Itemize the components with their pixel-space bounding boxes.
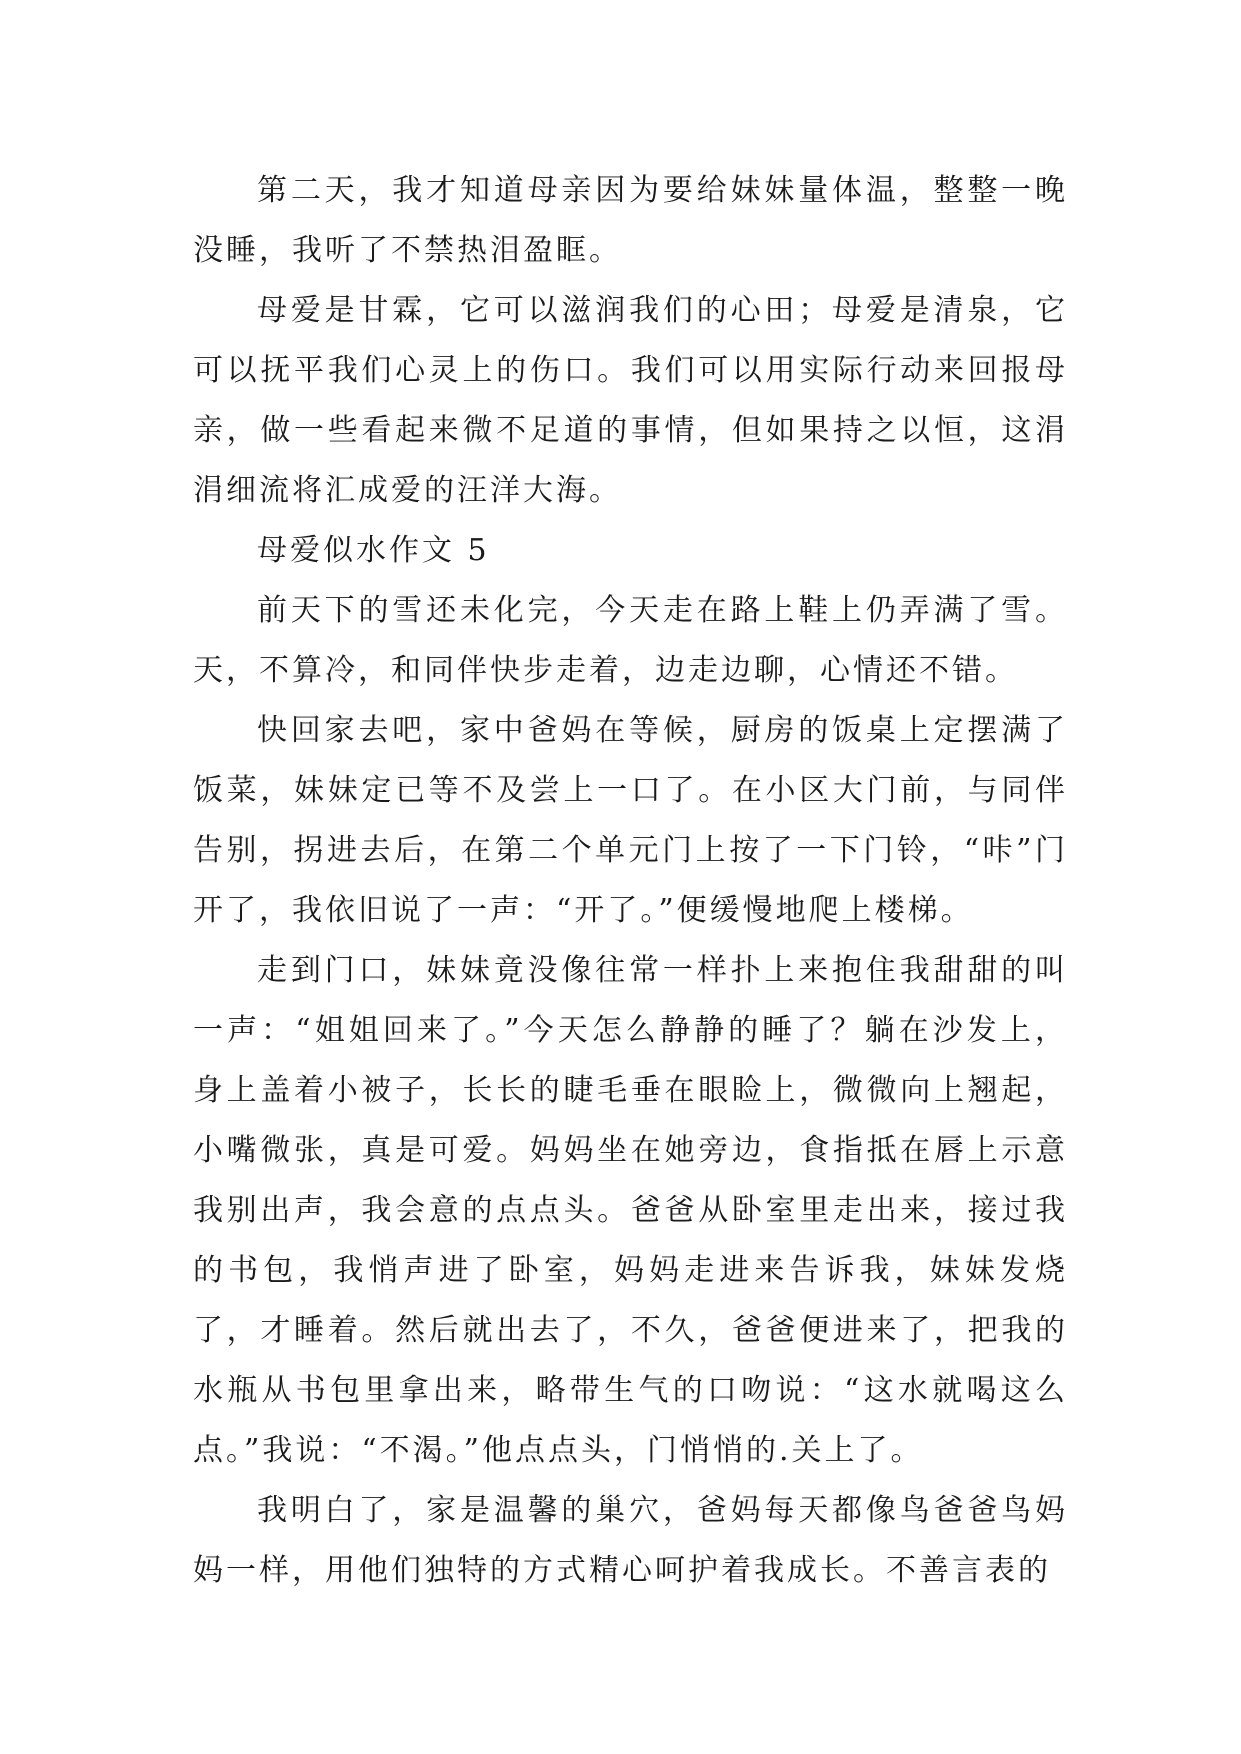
paragraph-1: 第二天，我才知道母亲因为要给妹妹量体温，整整一晚没睡，我听了不禁热泪盈眶。	[193, 173, 1068, 268]
paragraph-2: 母爱是甘霖，它可以滋润我们的心田；母爱是清泉，它可以抚平我们心灵上的伤口。我们可以用实际行动来回报母亲，做一些看起来微不足道的事情，但如果持之以恒，这涓涓细流将汇成爱的汪洋大海。	[193, 293, 1068, 508]
document-body	[193, 161, 1068, 1601]
paragraph-5: 走到门口，妹妹竟没像往常一样扑上来抱住我甜甜的叫一声：“姐姐回来了。”今天怎么静静的睡了？躺在沙发上，身上盖着小被子，长长的睫毛垂在眼睑上，微微向上翘起，小嘴微张，真是可爱。妈妈坐在她旁边，食指抵在唇上示意我别出声，我会意的点点头。爸爸从卧室里走出来，接过我的书包，我悄声进了卧室，妈妈走进来告诉我，妹妹发烧了，才睡着。然后就出去了，不久，爸爸便进来了，把我的水瓶从书包里拿出来，略带生气的口吻说：“这水就喝这么点。”我说：“不渴。”他点点头，门悄悄的.关上了。	[193, 953, 1068, 1468]
paragraph-6: 我明白了，家是温馨的巢穴，爸妈每天都像鸟爸爸鸟妈妈一样，用他们独特的方式精心呵护着我成长。不善言表的	[193, 1493, 1068, 1588]
section-heading: 母爱似水作文 5	[257, 533, 490, 568]
paragraph-4: 快回家去吧，家中爸妈在等候，厨房的饭桌上定摆满了饭菜，妹妹定已等不及尝上一口了。在小区大门前，与同伴告别，拐进去后，在第二个单元门上按了一下门铃，“咔”门开了，我依旧说了一声：“开了。”便缓慢地爬上楼梯。	[193, 713, 1068, 928]
paragraph-3: 前天下的雪还未化完，今天走在路上鞋上仍弄满了雪。天，不算冷，和同伴快步走着，边走边聊，心情还不错。	[193, 593, 1068, 688]
